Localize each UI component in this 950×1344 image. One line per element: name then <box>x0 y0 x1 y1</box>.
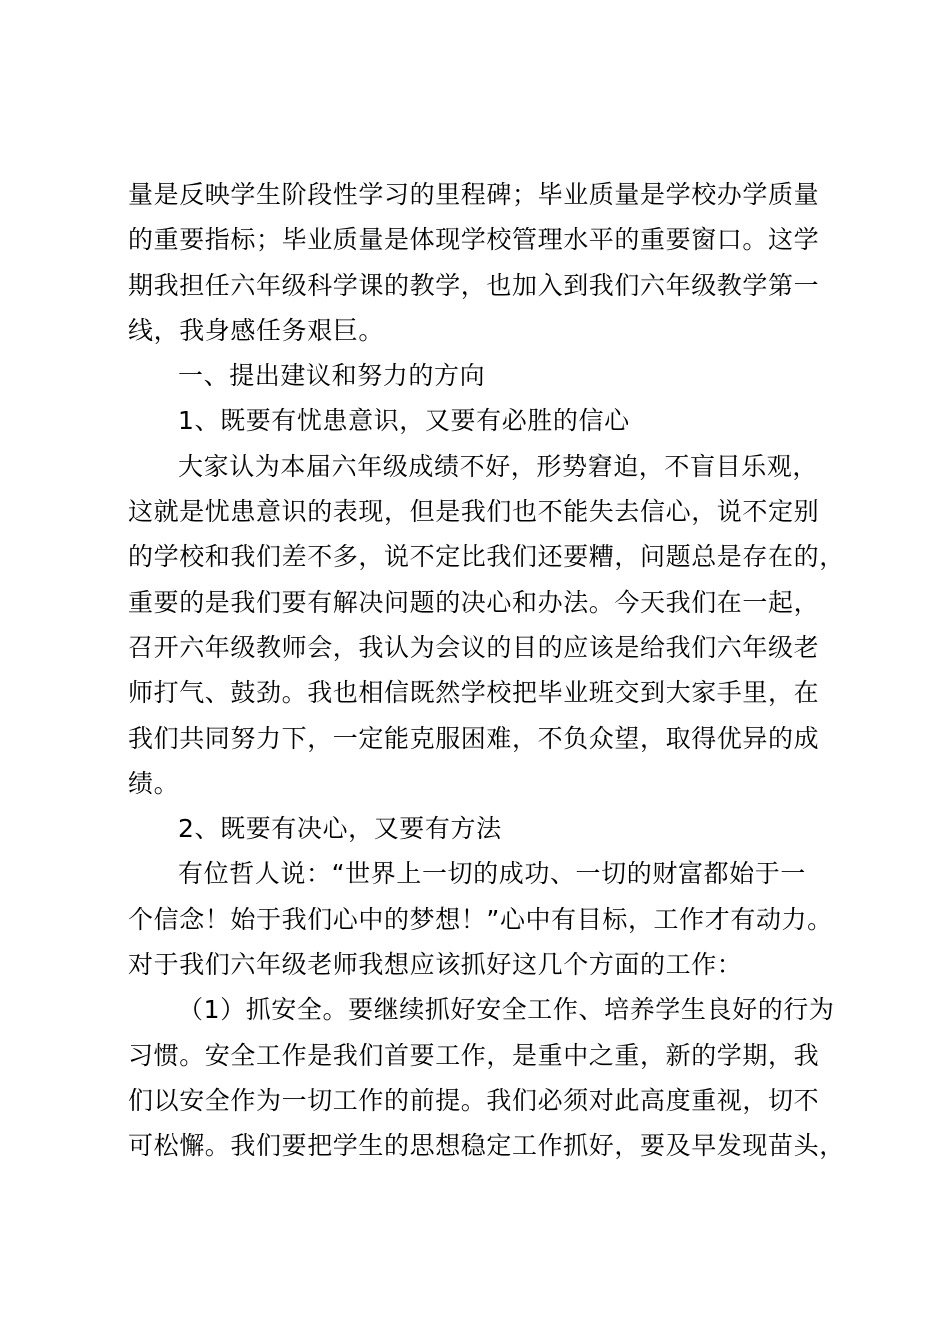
text-line: 对于我们六年级老师我想应该抓好这几个方面的工作： <box>128 950 743 980</box>
text-line: 的重要指标；毕业质量是体现学校管理水平的重要窗口。这学 <box>128 225 820 255</box>
text-line: 重要的是我们要有解决问题的决心和办法。今天我们在一起， <box>128 587 820 617</box>
text-line: 召开六年级教师会，我认为会议的目的应该是给我们六年级老 <box>128 632 820 662</box>
subsection-heading: 2、既要有决心，又要有方法 <box>178 814 502 844</box>
text-line: 这就是忧患意识的表现，但是我们也不能失去信心，说不定别 <box>128 497 820 527</box>
text-line: 的学校和我们差不多，说不定比我们还要糟，问题总是存在的， <box>128 542 845 572</box>
section-heading: 一、提出建议和努力的方向 <box>178 361 486 391</box>
text-line: 量是反映学生阶段性学习的里程碑；毕业质量是学校办学质量 <box>128 180 820 209</box>
text-line: 师打气、鼓劲。我也相信既然学校把毕业班交到大家手里，在 <box>128 678 820 708</box>
text-line: （1）抓安全。要继续抓好安全工作、培养学生良好的行为 <box>178 995 835 1025</box>
text-line: 个信念！始于我们心中的梦想！”心中有目标，工作才有动力。 <box>128 904 833 934</box>
text-line: 大家认为本届六年级成绩不好，形势窘迫，不盲目乐观， <box>178 451 819 481</box>
text-line: 习惯。安全工作是我们首要工作，是重中之重，新的学期，我 <box>128 1040 820 1070</box>
subsection-heading: 1、既要有忧患意识，又要有必胜的信心 <box>178 406 630 436</box>
text-line: 们以安全作为一切工作的前提。我们必须对此高度重视，切不 <box>128 1085 820 1115</box>
text-line: 我们共同努力下，一定能克服困难，不负众望，取得优异的成 <box>128 723 820 753</box>
text-line: 有位哲人说：“世界上一切的成功、一切的财富都始于一 <box>178 859 806 889</box>
text-line: 可松懈。我们要把学生的思想稳定工作抓好，要及早发现苗头， <box>128 1131 845 1161</box>
text-line: 绩。 <box>128 768 180 798</box>
text-line: 期我担任六年级科学课的教学，也加入到我们六年级教学第一 <box>128 270 820 300</box>
text-line: 线，我身感任务艰巨。 <box>128 315 385 345</box>
document-body <box>128 172 858 1169</box>
